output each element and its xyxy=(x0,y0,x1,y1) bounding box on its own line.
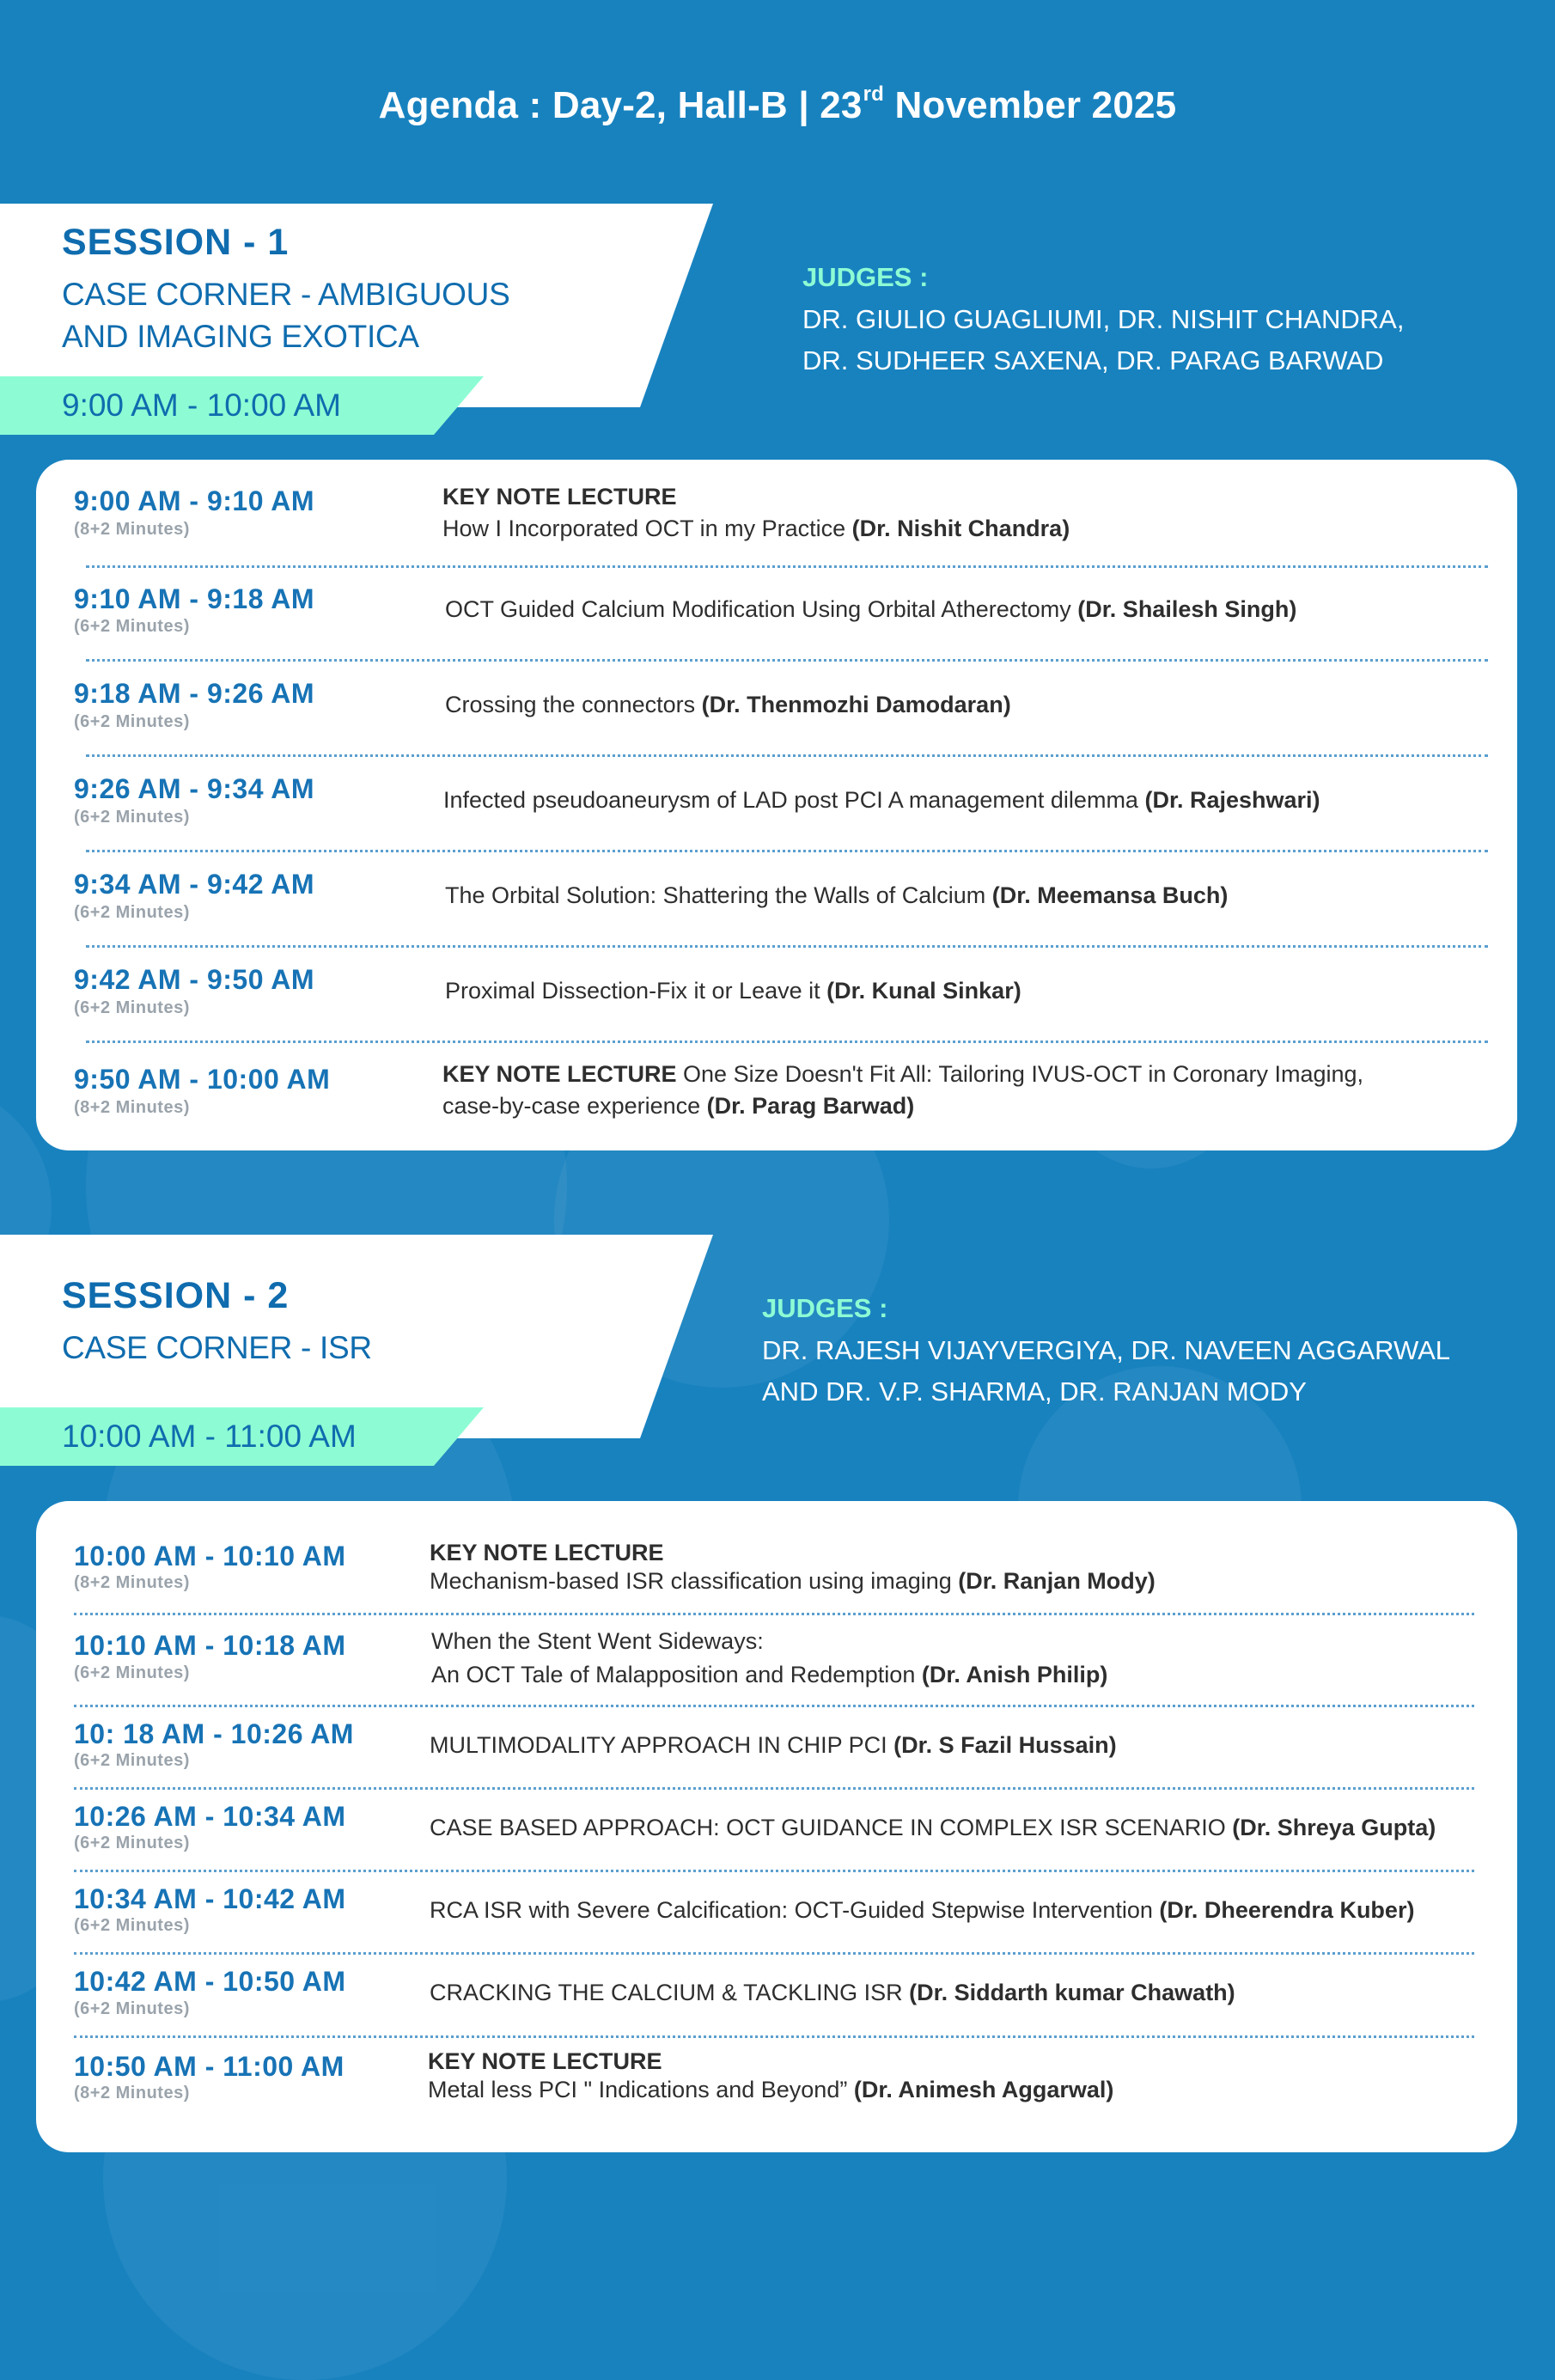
row-divider xyxy=(74,1787,1474,1790)
row-divider xyxy=(74,2035,1474,2038)
talk-info xyxy=(442,481,1070,545)
speaker: (Dr. Siddarth kumar Chawath) xyxy=(909,1980,1235,2005)
slot-time: 9:50 AM - 10:00 AM xyxy=(74,1064,331,1095)
slot-duration: (6+2 Minutes) xyxy=(74,1999,190,2018)
session-label: SESSION - 2 xyxy=(62,1275,290,1316)
talk-title-continued: case-by-case experience xyxy=(442,1093,707,1119)
row-divider xyxy=(74,1613,1474,1615)
judges-title: JUDGES : xyxy=(762,1293,888,1323)
slot-duration: (6+2 Minutes) xyxy=(74,808,190,827)
judges-title: JUDGES : xyxy=(802,262,929,292)
slot-duration: (8+2 Minutes) xyxy=(74,1573,190,1592)
talk-title: Proximal Dissection-Fix it or Leave it xyxy=(445,978,827,1004)
slot-duration: (6+2 Minutes) xyxy=(74,1663,190,1682)
talk-title: OCT Guided Calcium Modification Using Orbital Atherectomy xyxy=(445,596,1078,622)
talk-info xyxy=(442,1059,1363,1122)
talk-info xyxy=(445,689,1011,721)
slot-time: 9:42 AM - 9:50 AM xyxy=(74,964,314,995)
session-subtitle: CASE CORNER - ISR xyxy=(62,1330,372,1365)
talk-info xyxy=(443,784,1320,816)
slot-time: 10:42 AM - 10:50 AM xyxy=(74,1966,346,1997)
keynote-label: KEY NOTE LECTURE xyxy=(442,1061,677,1087)
row-divider xyxy=(74,1952,1474,1955)
slot-time: 10:50 AM - 11:00 AM xyxy=(74,2051,345,2082)
talk-info xyxy=(445,880,1228,912)
slot-duration: (8+2 Minutes) xyxy=(74,520,190,539)
talk-title: An OCT Tale of Malapposition and Redemption xyxy=(431,1662,922,1687)
judges-names: DR. RAJESH VIJAYVERGIYA, DR. NAVEEN AGGARWAL AND DR. V.P. SHARMA, DR. RANJAN MODY xyxy=(762,1335,1451,1407)
slot-time: 10:34 AM - 10:42 AM xyxy=(74,1883,346,1914)
talk-info xyxy=(445,594,1296,626)
session-label: SESSION - 1 xyxy=(62,222,290,263)
talk-info xyxy=(430,1977,1235,2009)
speaker: (Dr. Animesh Aggarwal) xyxy=(853,2077,1114,2102)
slot-time: 9:26 AM - 9:34 AM xyxy=(74,773,314,804)
talk-title: Crossing the connectors xyxy=(445,692,702,717)
talk-title: CASE BASED APPROACH: OCT GUIDANCE IN COMPLEX ISR SCENARIO xyxy=(430,1815,1233,1840)
speaker: (Dr. Shailesh Singh) xyxy=(1077,596,1297,622)
talk-info xyxy=(430,1895,1414,1926)
talk-title-intro: When the Stent Went Sideways: xyxy=(431,1628,764,1654)
speaker: (Dr. Anish Philip) xyxy=(921,1662,1108,1687)
talk-title: Infected pseudoaneurysm of LAD post PCI A management dilemma xyxy=(443,787,1145,813)
keynote-label: KEY NOTE LECTURE xyxy=(428,2048,662,2074)
speaker: (Dr. Thenmozhi Damodaran) xyxy=(701,692,1011,717)
talk-title: One Size Doesn't Fit All: Tailoring IVUS-OCT in Coronary Imaging, xyxy=(676,1061,1364,1087)
slot-time: 9:10 AM - 9:18 AM xyxy=(74,583,314,614)
talk-info xyxy=(430,1539,1156,1596)
row-divider xyxy=(86,850,1488,852)
slot-duration: (6+2 Minutes) xyxy=(74,1834,190,1852)
session-time: 10:00 AM - 11:00 AM xyxy=(62,1419,357,1454)
talk-title: CRACKING THE CALCIUM & TACKLING ISR xyxy=(430,1980,910,2005)
row-divider xyxy=(86,754,1488,757)
speaker: (Dr. S Fazil Hussain) xyxy=(893,1732,1117,1758)
talk-title: Metal less PCI " Indications and Beyond” xyxy=(428,2077,854,2102)
talk-title: RCA ISR with Severe Calcification: OCT-Guided Stepwise Intervention xyxy=(430,1897,1160,1923)
speaker: (Dr. Meemansa Buch) xyxy=(991,882,1229,908)
speaker: (Dr. Kunal Sinkar) xyxy=(826,978,1021,1004)
slot-duration: (8+2 Minutes) xyxy=(74,2084,190,2102)
speaker: (Dr. Dheerendra Kuber) xyxy=(1159,1897,1415,1923)
talk-info xyxy=(430,1730,1117,1761)
slot-duration: (6+2 Minutes) xyxy=(74,1916,190,1935)
talk-title: How I Incorporated OCT in my Practice xyxy=(442,516,852,541)
slot-duration: (8+2 Minutes) xyxy=(74,1098,190,1117)
speaker: (Dr. Parag Barwad) xyxy=(706,1093,915,1119)
speaker: (Dr. Shreya Gupta) xyxy=(1232,1815,1436,1840)
row-divider xyxy=(74,1870,1474,1872)
slot-duration: (6+2 Minutes) xyxy=(74,998,190,1017)
session-time: 9:00 AM - 10:00 AM xyxy=(62,388,341,423)
row-divider xyxy=(86,1040,1488,1043)
speaker: (Dr. Ranjan Mody) xyxy=(958,1568,1156,1594)
talk-title: Mechanism-based ISR classification using imaging xyxy=(430,1568,959,1594)
slot-time: 9:00 AM - 9:10 AM xyxy=(74,485,314,516)
speaker: (Dr. Rajeshwari) xyxy=(1144,787,1320,813)
slot-duration: (6+2 Minutes) xyxy=(74,1751,190,1770)
schedule-card xyxy=(36,460,1517,1150)
slot-time: 10: 18 AM - 10:26 AM xyxy=(74,1718,354,1749)
talk-info xyxy=(430,1812,1436,1844)
slot-duration: (6+2 Minutes) xyxy=(74,617,190,636)
slot-time: 10:00 AM - 10:10 AM xyxy=(74,1541,346,1571)
slot-duration: (6+2 Minutes) xyxy=(74,903,190,922)
row-divider xyxy=(86,659,1488,662)
talk-title: The Orbital Solution: Shattering the Walls of Calcium xyxy=(445,882,992,908)
slot-time: 10:10 AM - 10:18 AM xyxy=(74,1630,346,1661)
slot-time: 9:18 AM - 9:26 AM xyxy=(74,678,314,709)
talk-info xyxy=(431,1625,1107,1692)
talk-info xyxy=(445,975,1021,1007)
page-title: Agenda : Day-2, Hall-B | 23rd November 2025 xyxy=(378,82,1177,126)
row-divider xyxy=(74,1705,1474,1707)
row-divider xyxy=(86,565,1488,568)
talk-title: MULTIMODALITY APPROACH IN CHIP PCI xyxy=(430,1732,894,1758)
keynote-label: KEY NOTE LECTURE xyxy=(442,484,677,510)
slot-time: 10:26 AM - 10:34 AM xyxy=(74,1801,346,1832)
speaker: (Dr. Nishit Chandra) xyxy=(851,516,1070,541)
slot-duration: (6+2 Minutes) xyxy=(74,712,190,731)
judges-names: DR. GIULIO GUAGLIUMI, DR. NISHIT CHANDRA, DR. SUDHEER SAXENA, DR. PARAG BARWAD xyxy=(802,304,1405,375)
row-divider xyxy=(86,945,1488,948)
schedule-card xyxy=(36,1501,1517,2152)
session-subtitle: CASE CORNER - AMBIGUOUS AND IMAGING EXOTICA xyxy=(62,277,510,354)
keynote-label: KEY NOTE LECTURE xyxy=(430,1540,664,1565)
slot-time: 9:34 AM - 9:42 AM xyxy=(74,869,314,900)
talk-info xyxy=(428,2047,1113,2104)
